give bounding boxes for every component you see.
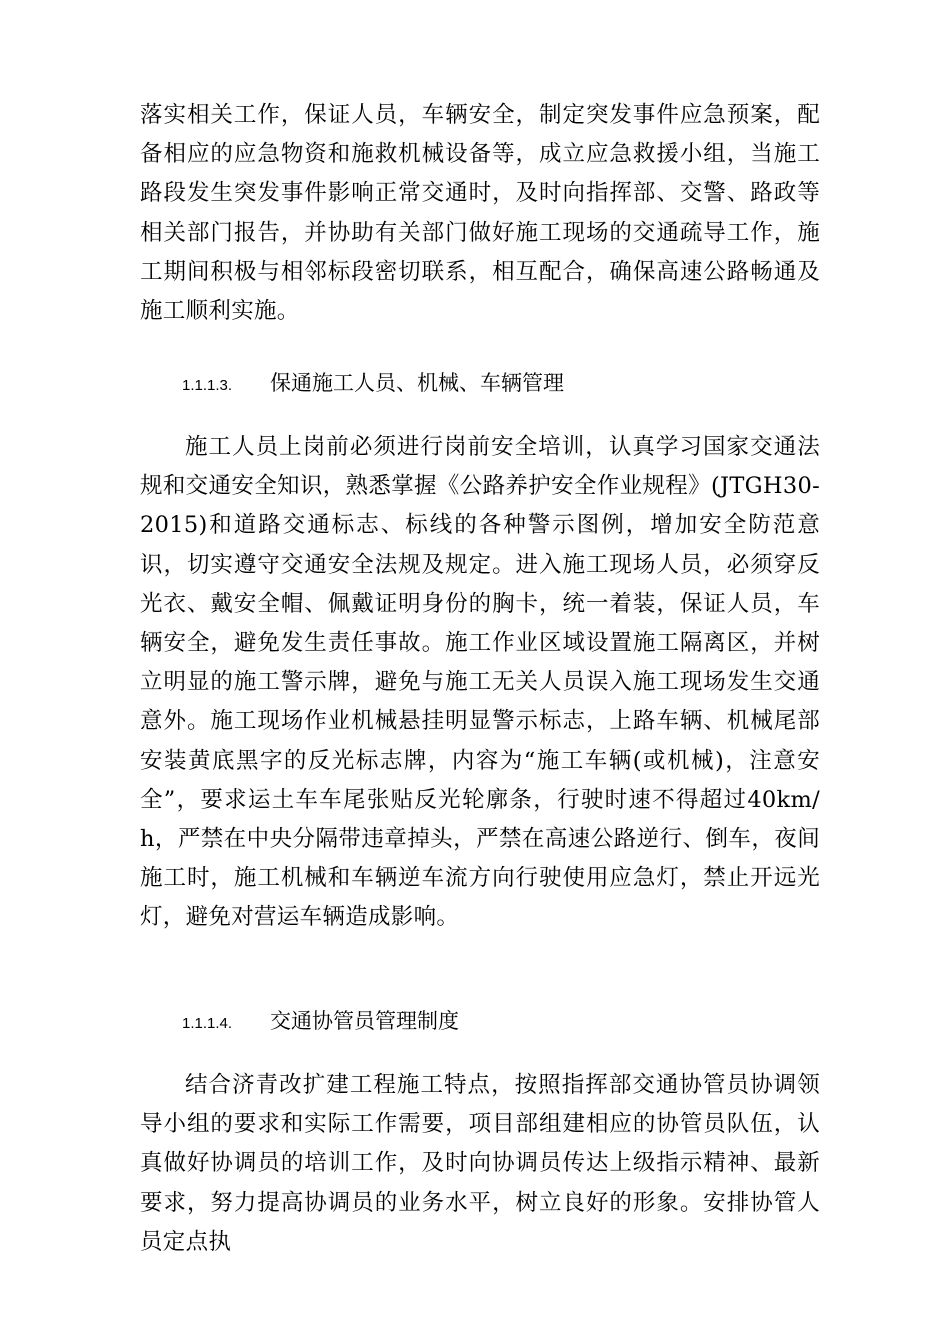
section-title: 交通协管员管理制度: [270, 1009, 459, 1033]
section-number: 1.1.1.4.: [182, 1015, 233, 1032]
section-heading-1-1-1-3: [182, 368, 564, 401]
section-title: 保通施工人员、机械、车辆管理: [270, 371, 564, 395]
body-paragraph-continued: 落实相关工作，保证人员，车辆安全，制定突发事件应急预案，配备相应的应急物资和施救机械设备等，成立应急救援小组，当施工路段发生突发事件影响正常交通时，及时向指挥部、交警、路政等相关部门报告，并协助有关部门做好施工现场的交通疏导工作，施工期间积极与相邻标段密切联系，相互配合，确保高速公路畅通及施工顺利实施。: [140, 102, 820, 325]
section-heading-1-1-1-4: [182, 1006, 459, 1039]
body-paragraph-personnel-management: 施工人员上岗前必须进行岗前安全培训，认真学习国家交通法规和交通安全知识，熟悉掌握《公路养护安全作业规程》(JTGH30-2015)和道路交通标志、标线的各种警示图例，增加安全防范意识，切实遵守交通安全法规及规定。进入施工现场人员，必须穿反光衣、戴安全帽、佩戴证明身份的胸卡，统一着装，保证人员，车辆安全，避免发生责任事故。施工作业区域设置施工隔离区，并树立明显的施工警示牌，避免与施工无关人员误入施工现场发生交通意外。施工现场作业机械悬挂明显警示标志，上路车辆、机械尾部安装黄底黑字的反光标志牌，内容为“施工车辆(或机械)，注意安全”，要求运土车车尾张贴反光轮廓条，行驶时速不得超过40km/h，严禁在中央分隔带违章掉头，严禁在高速公路逆行、倒车，夜间施工时，施工机械和车辆逆车流方向行驶使用应急灯，禁止开远光灯，避免对营运车辆造成影响。: [140, 434, 820, 931]
body-paragraph-traffic-coordinator: 结合济青改扩建工程施工特点，按照指挥部交通协管员协调领导小组的要求和实际工作需要，项目部组建相应的协管员队伍，认真做好协调员的培训工作，及时向协调员传达上级指示精神、最新要求，努力提高协调员的业务水平，树立良好的形象。安排协管人员定点执: [140, 1072, 820, 1255]
section-number: 1.1.1.3.: [182, 377, 233, 394]
